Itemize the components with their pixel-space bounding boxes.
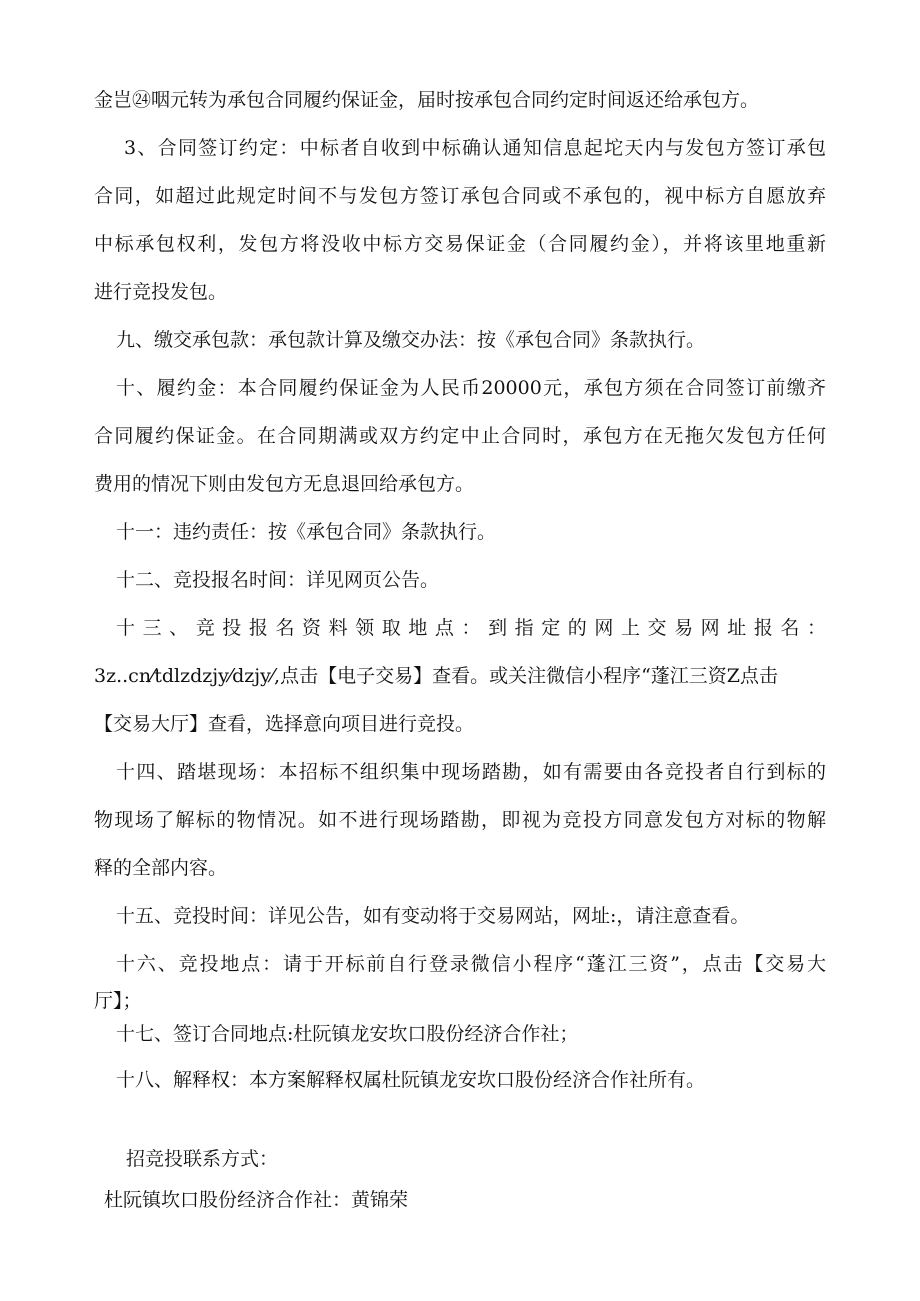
text-line: 十一：违约责任：按《承包合同》条款执行。	[116, 521, 497, 543]
text-line: 十五、竞投时间：详见公告，如有变动将于交易网站，网址:，请注意查看。	[116, 905, 750, 927]
contact-heading: 招竞投联系方式：	[126, 1148, 279, 1170]
text-line: 金岂㉔咽元转为承包合同履约保证金，届时按承包合同约定时间返还给承包方。	[94, 89, 760, 111]
text-line: 中标承包权利，发包方将没收中标方交易保证金（合同履约金），并将该里地重新	[94, 233, 826, 255]
text-line: 十七、签订合同地点:杜阮镇龙安坎口股份经济合作社；	[116, 1023, 579, 1045]
text-line: 3、合同签订约定：中标者自收到中标确认通知信息起坨天内与发包方签订承包	[124, 137, 826, 159]
text-line: 【交易大厅】查看，选择意向项目进行竞投。	[94, 713, 475, 735]
text-line: 物现场了解标的物情况。如不进行现场踏勘，即视为竞投方同意发包方对标的物解	[94, 809, 826, 831]
text-line: 合同履约保证金。在合同期满或双方约定中止合同时，承包方在无拖欠发包方任何	[94, 425, 826, 447]
text-line: 十、履约金：本合同履约保证金为人民币20000元，承包方须在合同签订前缴齐	[116, 377, 826, 399]
text-line: 十八、解释权：本方案解释权属杜阮镇龙安坎口股份经济合作社所有。	[116, 1069, 706, 1091]
text-line: 费用的情况下则由发包方无息退回给承包方。	[94, 473, 475, 495]
text-line: 合同，如超过此规定时间不与发包方签订承包合同或不承包的，视中标方自愿放弃	[94, 185, 826, 207]
text-line: 进行竞投发包。	[94, 281, 228, 303]
text-line: 厅】；	[94, 990, 142, 1012]
text-line: 释的全部内容。	[94, 857, 228, 879]
text-line: 十二、竞投报名时间：详见网页公告。	[116, 569, 440, 591]
text-line: 十三、竞投报名资料领取地点：到指定的网上交易网址报名：	[116, 617, 826, 639]
text-line: 十四、踏堪现场：本招标不组织集中现场踏勘，如有需要由各竞投者自行到标的	[116, 761, 826, 783]
text-line: 九、缴交承包款：承包款计算及缴交办法：按《承包合同》条款执行。	[116, 329, 706, 351]
contact-line: 杜阮镇坎口股份经济合作社：黄锦荣	[104, 1189, 409, 1211]
text-line: 十六、竞投地点：请于开标前自行登录微信小程序“蓬江三资”，点击【交易大	[116, 953, 826, 975]
text-line: 3z..cn⁄tdlzdzjy⁄dzjy⁄,点击【电子交易】查看。或关注微信小程序“蓬江三资Z点击	[94, 665, 779, 687]
